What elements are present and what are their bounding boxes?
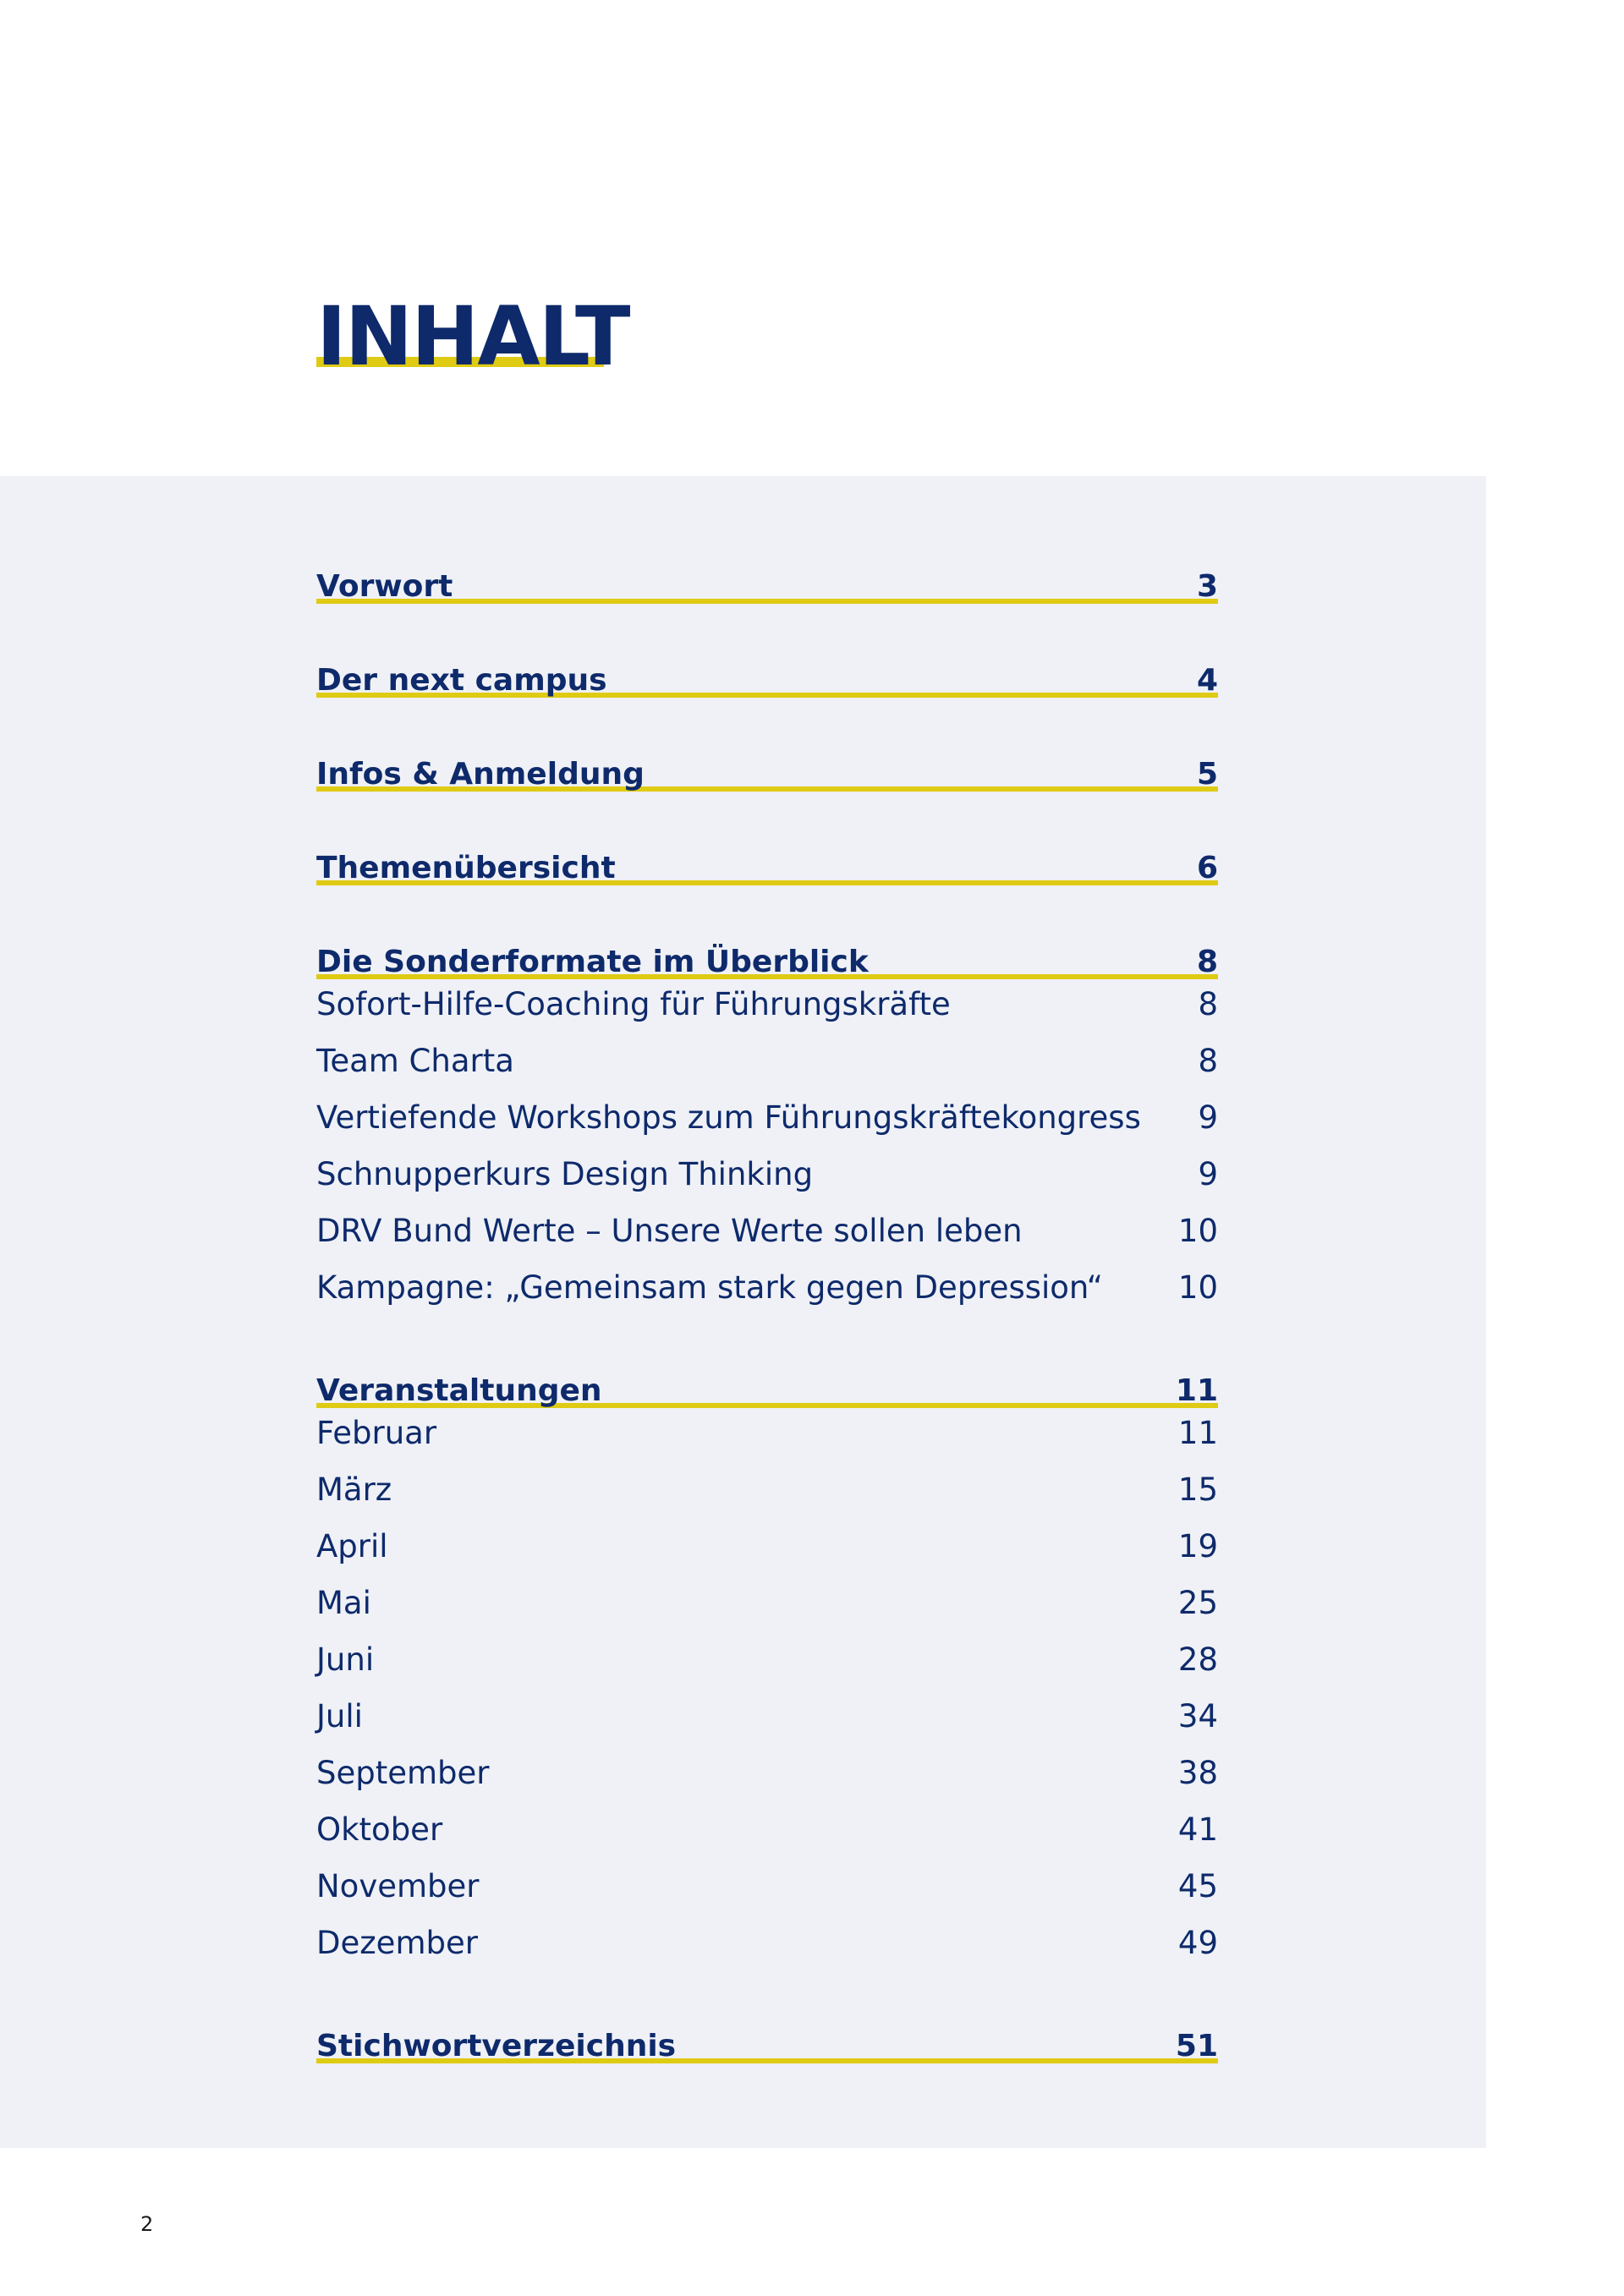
toc-entry-page: 49 — [1177, 1925, 1218, 1961]
toc-section-heading[interactable] — [316, 2018, 1218, 2065]
table-of-contents — [316, 558, 1218, 2065]
toc-entry[interactable] — [316, 1203, 1218, 1259]
section-gap — [316, 793, 1218, 840]
toc-entry-page: 34 — [1177, 1698, 1218, 1734]
section-gap — [316, 1971, 1218, 2018]
toc-section-heading[interactable] — [316, 1362, 1218, 1410]
toc-section-label: Die Sonderformate im Überblick — [316, 945, 869, 979]
toc-entry-label: Schnupperkurs Design Thinking — [316, 1156, 814, 1192]
toc-entry[interactable] — [316, 976, 1218, 1033]
toc-section-heading[interactable] — [316, 840, 1218, 887]
toc-entry[interactable] — [316, 1089, 1218, 1146]
toc-entry-page: 11 — [1177, 1415, 1218, 1451]
toc-section-label: Themenübersicht — [316, 851, 616, 885]
toc-entry-page: 9 — [1198, 1156, 1218, 1192]
toc-entry[interactable] — [316, 1801, 1218, 1858]
toc-section-label: Veranstaltungen — [316, 1373, 602, 1408]
toc-entry-page: 28 — [1177, 1641, 1218, 1678]
toc-entry-label: Juni — [316, 1641, 375, 1678]
toc-entry-label: September — [316, 1755, 490, 1791]
toc-section — [316, 558, 1218, 606]
toc-entry-label: Sofort-Hilfe-Coaching für Führungskräfte — [316, 986, 951, 1022]
section-gap — [316, 606, 1218, 652]
toc-entry-page: 41 — [1177, 1811, 1218, 1848]
toc-entry-page: 8 — [1198, 986, 1218, 1022]
toc-section-page: 8 — [1196, 945, 1218, 979]
page-title: INHALT — [316, 289, 629, 384]
toc-section-heading[interactable] — [316, 746, 1218, 793]
toc-entry-page: 45 — [1177, 1868, 1218, 1904]
toc-entry[interactable] — [316, 1858, 1218, 1915]
toc-entry[interactable] — [316, 1405, 1218, 1461]
toc-entry-label: März — [316, 1471, 392, 1508]
toc-entry-page: 9 — [1198, 1099, 1218, 1136]
toc-section-heading[interactable] — [316, 934, 1218, 981]
toc-entry-page: 8 — [1198, 1043, 1218, 1079]
section-gap — [316, 699, 1218, 746]
toc-entry[interactable] — [316, 1631, 1218, 1688]
toc-section-label: Vorwort — [316, 569, 453, 604]
toc-entry-page: 15 — [1177, 1471, 1218, 1508]
toc-entry-label: Dezember — [316, 1925, 478, 1961]
toc-section-page: 11 — [1175, 1373, 1218, 1408]
toc-entry-label: Kampagne: „Gemeinsam stark gegen Depression“ — [316, 1269, 1103, 1306]
toc-section-heading[interactable] — [316, 652, 1218, 699]
toc-entry-label: DRV Bund Werte – Unsere Werte sollen leben — [316, 1213, 1023, 1249]
section-gap — [316, 887, 1218, 934]
toc-entry[interactable] — [316, 1575, 1218, 1631]
toc-entry[interactable] — [316, 1518, 1218, 1575]
toc-entry[interactable] — [316, 1033, 1218, 1089]
toc-section — [316, 934, 1218, 1316]
toc-entry-label: November — [316, 1868, 480, 1904]
toc-section — [316, 1362, 1218, 1971]
toc-entry-page: 25 — [1177, 1585, 1218, 1621]
toc-section-page: 51 — [1175, 2029, 1218, 2063]
toc-entry[interactable] — [316, 1461, 1218, 1518]
toc-section — [316, 840, 1218, 887]
toc-entry-page: 19 — [1177, 1528, 1218, 1564]
toc-section-heading[interactable] — [316, 558, 1218, 606]
toc-entry-label: Mai — [316, 1585, 371, 1621]
toc-section — [316, 2018, 1218, 2065]
toc-entry-label: Februar — [316, 1415, 437, 1451]
toc-entry[interactable] — [316, 1745, 1218, 1801]
toc-section-page: 3 — [1196, 569, 1218, 604]
toc-sub-list — [316, 976, 1218, 1316]
toc-sub-list — [316, 1405, 1218, 1971]
toc-entry-label: Team Charta — [316, 1043, 514, 1079]
toc-section — [316, 746, 1218, 793]
toc-entry[interactable] — [316, 1146, 1218, 1203]
toc-entry-page: 38 — [1177, 1755, 1218, 1791]
page-number: 2 — [140, 2212, 154, 2236]
toc-entry-label: Oktober — [316, 1811, 443, 1848]
toc-section — [316, 652, 1218, 699]
toc-entry[interactable] — [316, 1688, 1218, 1745]
toc-section-label: Der next campus — [316, 663, 607, 698]
toc-section-label: Infos & Anmeldung — [316, 757, 645, 792]
toc-entry[interactable] — [316, 1259, 1218, 1316]
toc-entry-label: April — [316, 1528, 388, 1564]
toc-section-page: 4 — [1196, 663, 1218, 698]
toc-entry-label: Juli — [316, 1698, 363, 1734]
section-gap — [316, 1316, 1218, 1362]
title-block — [316, 289, 629, 384]
toc-entry[interactable] — [316, 1915, 1218, 1971]
toc-entry-label: Vertiefende Workshops zum Führungskräftekongress — [316, 1099, 1141, 1136]
toc-entry-page: 10 — [1177, 1213, 1218, 1249]
toc-section-label: Stichwortverzeichnis — [316, 2029, 677, 2063]
toc-entry-page: 10 — [1177, 1269, 1218, 1306]
toc-section-page: 5 — [1196, 757, 1218, 792]
toc-section-page: 6 — [1196, 851, 1218, 885]
